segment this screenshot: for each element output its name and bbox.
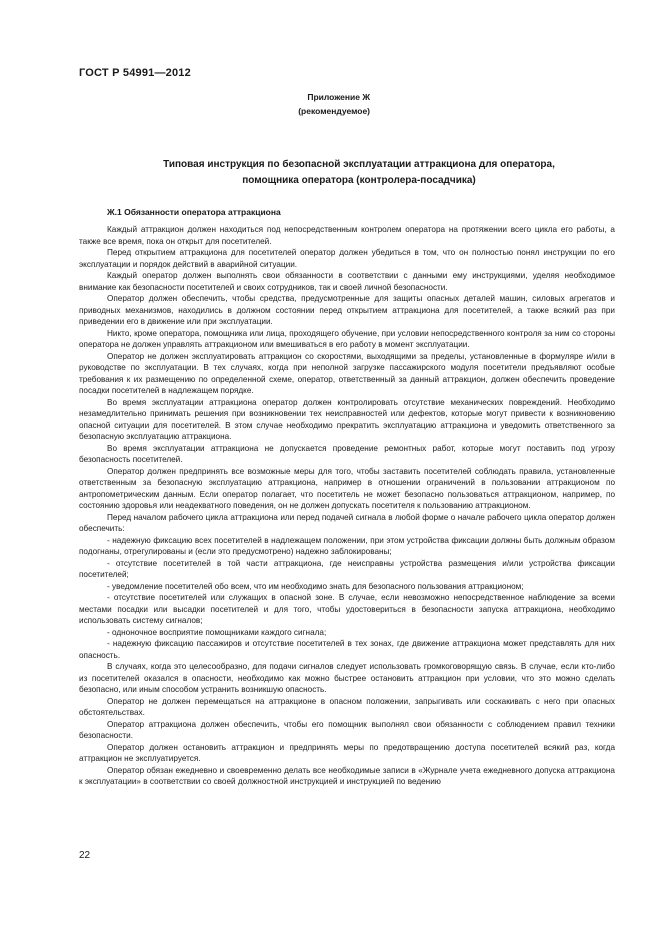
paragraph: В случаях, когда это целесообразно, для подачи сигналов следует использовать громкоговорящую связь. В случае, если кто-либо из посетителей оказался в опасности, необходимо как можно быстрее остановить аттракцион при условии, что это можно сделать безопасно, или иным способом устранить возникшую опасность. [79,662,615,694]
list-item: - отсутствие посетителей в той части аттракциона, где неисправны устройства размещения и/или устройства фиксации посетителей; [79,558,615,579]
paragraph: Каждый аттракцион должен находиться под непосредственным контролем оператора на протяжении всего цикла его работы, а также все время, пока он открыт для посетителей. [79,225,615,246]
document-standard-header: ГОСТ Р 54991—2012 [79,67,191,79]
page-number: 22 [79,850,91,861]
document-title [79,157,639,189]
section-heading: Ж.1 Обязанности оператора аттракциона [107,207,281,217]
paragraph: Перед открытием аттракциона для посетителей оператор должен убедиться в том, что он полностью понял инструкции по его эксплуатации и порядок действий в аварийной ситуации. [79,248,615,269]
list-item: - надежную фиксацию всех посетителей в надлежащем положении, при этом устройства фиксации должны быть должным образом подогнаны, отрегулированы и (если это предусмотрено) надежно заблокированы; [79,535,615,556]
paragraph: Оператор должен остановить аттракцион и предпринять меры по предотвращению доступа посетителей всякий раз, когда аттракцион не эксплуатируется. [79,742,615,763]
paragraph: Оператор должен обеспечить, чтобы средства, предусмотренные для защиты опасных деталей машин, силовых агрегатов и приводных механизмов, находились в должном состоянии перед открытием аттракциона для посетителей, а также всякий раз при приведении его в движение или при эксплуатации. [79,294,615,326]
list-item: - уведомление посетителей обо всем, что им необходимо знать для безопасного пользования аттракционом; [107,581,524,591]
title-line-2: помощника оператора (контролера-посадчика) [242,175,476,186]
appendix-status: (рекомендуемое) [298,106,370,116]
paragraph: Во время эксплуатации аттракциона не допускается проведение ремонтных работ, которые могут поставить под угрозу безопасность посетителей. [79,443,615,464]
list-item: - отсутствие посетителей или служащих в опасной зоне. В случае, если невозможно непосредственное наблюдение за всеми местами посадки или высадки посетителей и для того, чтобы удостовериться в безопасности запуска аттракциона, необходимо использовать систему сигналов; [79,593,615,625]
paragraph: Каждый оператор должен выполнять свои обязанности в соответствии с данными ему инструкциями, уделяя необходимое внимание как безопасности посетителей и своих сотрудников, так и своей личной безопасности. [79,271,615,292]
paragraph: Никто, кроме оператора, помощника или лица, проходящего обучение, при условии непосредственного контроля за ним со стороны оператора не должен управлять аттракционом или вмешиваться в его работу в момент эксплуатации. [79,328,615,349]
paragraph: Перед началом рабочего цикла аттракциона или перед подачей сигнала в любой форме о начале рабочего цикла оператор должен обеспечить: [79,512,615,533]
paragraph: Оператор обязан ежедневно и своевременно делать все необходимые записи в «Журнале учета ежедневного допуска аттракциона к эксплуатации» в соответствии со своей должностной инструкцией и инструкцией по ведению [79,765,615,786]
list-item: - надежную фиксацию пассажиров и отсутствие посетителей в тех зонах, где движение аттракциона может представлять для них опасность. [79,639,615,660]
paragraph: Оператор не должен перемещаться на аттракционе в опасном положении, запрыгивать или соскакивать с него при опасных обстоятельствах. [79,696,615,717]
paragraph: Оператор должен предпринять все возможные меры для того, чтобы заставить посетителей соблюдать правила, установленные ответственным за безопасную эксплуатацию аттракциона, например в отношении ограничений в пользовании аттракционом по антропометрическим данным. Если оператор полагает, что посетитель не может безопасно пользоваться аттракционом, например, по состоянию здоровья или неадекватного поведения, он не должен допускать посетителя к пользованию аттракционом. [79,466,615,510]
list-item: - одноночное восприятие помощниками каждого сигнала; [107,627,327,637]
appendix-title: Приложение Ж [307,92,370,102]
title-line-1: Типовая инструкция по безопасной эксплуатации аттракциона для оператора, [163,159,555,170]
paragraph: Оператор аттракциона должен обеспечить, чтобы его помощник выполнял свои обязанности с соблюдением правил техники безопасности. [79,719,615,740]
body-text [79,224,615,788]
paragraph: Во время эксплуатации аттракциона оператор должен контролировать отсутствие механических повреждений. Необходимо незамедлительно принимать решения при возникновении тех неисправностей или дефектов, которые могут привести к возникновению опасной ситуации для посетителей. В этом случае необходимо прекратить эксплуатацию аттракциона и уведомить ответственного за безопасную эксплуатацию аттракциона. [79,397,615,441]
paragraph: Оператор не должен эксплуатировать аттракцион со скоростями, выходящими за пределы, установленные в формуляре и/или в руководстве по эксплуатации. В тех случаях, когда при неполной загрузке пассажирского модуля посетители предъявляют особые требования к их размещению по определенной схеме, оператор, ответственный за данный аттракцион, должен обеспечить проведение посадки посетителей в надлежащем порядке. [79,351,615,395]
